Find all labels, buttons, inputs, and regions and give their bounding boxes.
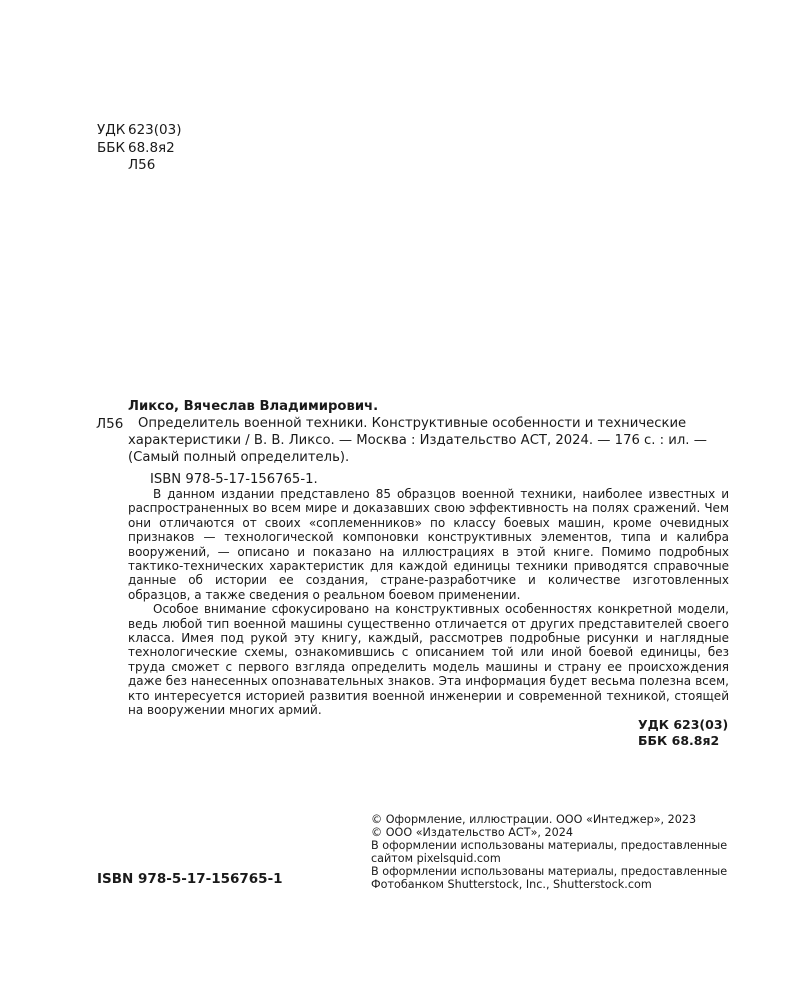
copyright-line: В оформлении использованы материалы, предоставленные — [371, 839, 728, 852]
abstract-paragraph: Особое внимание сфокусировано на конструктивных особенностях конкретной модели, ведь любой тип военной машины существенно отличается от других представителей своего класса. Имея под рукой эту книгу, каждый, рассмотрев подробные рисунки и наглядные технологические схемы, ознакомившись с описанием той или иной боевой единицы, без труда сможет с первого взгляда определить модель машины и страну ее происхождения даже без нанесенных опознавательных знаков. Эта информация будет весьма полезна всем, кто интересуется историей развития военной инженерии и современной техникой, стоящей на вооружении многих армий. — [128, 602, 729, 718]
classification-codes — [97, 122, 181, 175]
copyright-line: © Оформление, иллюстрации. ООО «Интеджер», 2023 — [371, 813, 697, 826]
abstract — [128, 487, 729, 718]
udk-code-right: УДК 623(03) — [638, 717, 729, 732]
copyright-line: сайтом pixelsquid.com — [371, 852, 501, 865]
bibliographic-record — [128, 398, 729, 488]
bbk-code: ББК 68.8я2 — [97, 139, 175, 156]
abstract-paragraph: В данном издании представлено 85 образцов военной техники, наиболее известных и распространенных во всем мире и доказавших свою эффективность на полях сражений. Чем они отличаются от своих «соплеменников» по классу боевых машин, кроме очевидных признаков — технологической компоновки конструктивных элементов, типа и калибра вооружений, — описано и показано на иллюстрациях в этой книге. Помимо подробных тактико-технических характеристик для каждой единицы техники приводятся справочные данные об истории ее создания, стране-разработчике и количестве изготовленных образцов, а также сведения о реальном боевом применении. — [128, 487, 729, 602]
record-author-sign: Л56 — [96, 416, 124, 432]
author-heading: Ликсо, Вячеслав Владимирович. — [128, 399, 379, 414]
copyright-line: В оформлении использованы материалы, предоставленные — [371, 865, 728, 878]
isbn-record: ISBN 978-5-17-156765-1. — [150, 472, 318, 487]
title-entry: Определитель военной техники. Конструктивные особенности и технические характеристики / В. В. Ликсо. — Москва : Издательство АСТ, 2024. — 176 с. : ил. — (Самый полный определитель). — [128, 416, 707, 465]
isbn-bottom: ISBN 978-5-17-156765-1 — [97, 871, 283, 887]
copyright-line: Фотобанком Shutterstock, Inc., Shutterstock.com — [371, 878, 652, 891]
classification-codes-right — [638, 717, 728, 749]
copyright-line: © ООО «Издательство АСТ», 2024 — [371, 826, 574, 839]
author-sign: Л56 — [128, 157, 156, 173]
copyright-notice — [371, 813, 741, 891]
bbk-code-right: ББК 68.8я2 — [638, 733, 720, 748]
udk-code: УДК 623(03) — [97, 122, 182, 138]
